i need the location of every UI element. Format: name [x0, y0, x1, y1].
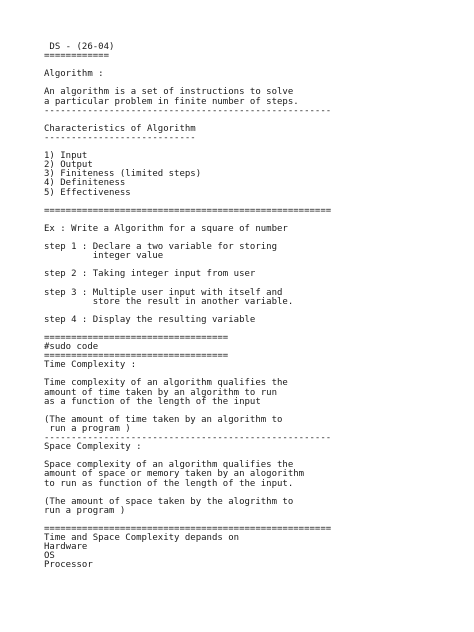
step-line: store the result in another variable. [44, 296, 294, 307]
divider-line: ================================== [44, 333, 229, 343]
title-underline: ============ [44, 51, 110, 62]
list-item: Hardware [44, 542, 88, 553]
text-line: amount of space or memory taken by an alogorithm [44, 469, 305, 480]
text-line: (The amount of time taken by an algorithm to [44, 414, 283, 425]
blank-line [44, 61, 464, 70]
step-line: integer value [44, 251, 164, 262]
divider-line: ================================== [44, 351, 229, 362]
list-item: Processor [44, 560, 93, 571]
example-heading: Ex : Write a Algorithm for a square of number [44, 223, 288, 234]
list-item: OS [44, 551, 55, 562]
text-line: Time complexity of an algorithm qualifies the [44, 378, 288, 389]
step-line: step 1 : Declare a two variable for storing [44, 242, 277, 253]
heading-time-complexity: Time Complexity : [44, 360, 137, 371]
list-item: 5) Effectiveness [44, 187, 131, 198]
text-line: as a function of the length of the input [44, 396, 261, 407]
blank-line [44, 143, 464, 152]
text-line: to run as function of the length of the input. [44, 478, 294, 489]
list-item: 3) Finiteness (limited steps) [44, 169, 202, 180]
heading-algorithm: Algorithm : [44, 69, 104, 80]
heading-underline: ---------------------------- [44, 132, 196, 143]
text-line: a particular problem in finite number of steps. [44, 96, 299, 107]
divider-line: ----------------------------------------------------- [44, 105, 332, 116]
step-line: step 4 : Display the resulting variable [44, 314, 256, 325]
text-line: Space complexity of an algorithm qualifies the [44, 460, 294, 471]
text-line: run a program ) [44, 505, 126, 516]
heading-characteristics: Characteristics of Algorithm [44, 123, 196, 134]
text-line: run a program ) [44, 423, 131, 434]
document-page [44, 43, 464, 570]
list-item: 4) Definiteness [44, 178, 126, 189]
divider-line: ===================================================== [44, 523, 332, 534]
sudo-code-heading: #sudo code [44, 342, 99, 353]
step-line: step 2 : Taking integer input from user [44, 269, 256, 280]
divider-line: ----------------------------------------------------- [44, 433, 332, 444]
title-line: DS - (26-04) [44, 42, 115, 52]
divider-line: ===================================================== [44, 205, 332, 216]
text-line: (The amount of space taken by the alogrithm to [44, 496, 294, 507]
list-item: 1) Input [44, 151, 88, 162]
text-line: An algorithm is a set of instructions to solve [44, 87, 294, 98]
step-line: step 3 : Multiple user input with itself and [44, 287, 283, 298]
list-item: 2) Output [44, 160, 93, 171]
heading-space-complexity: Space Complexity : [44, 442, 142, 453]
text-line: amount of time taken by an algorithm to run [44, 387, 277, 398]
text-line: Time and Space Complexity depands on [44, 533, 240, 544]
